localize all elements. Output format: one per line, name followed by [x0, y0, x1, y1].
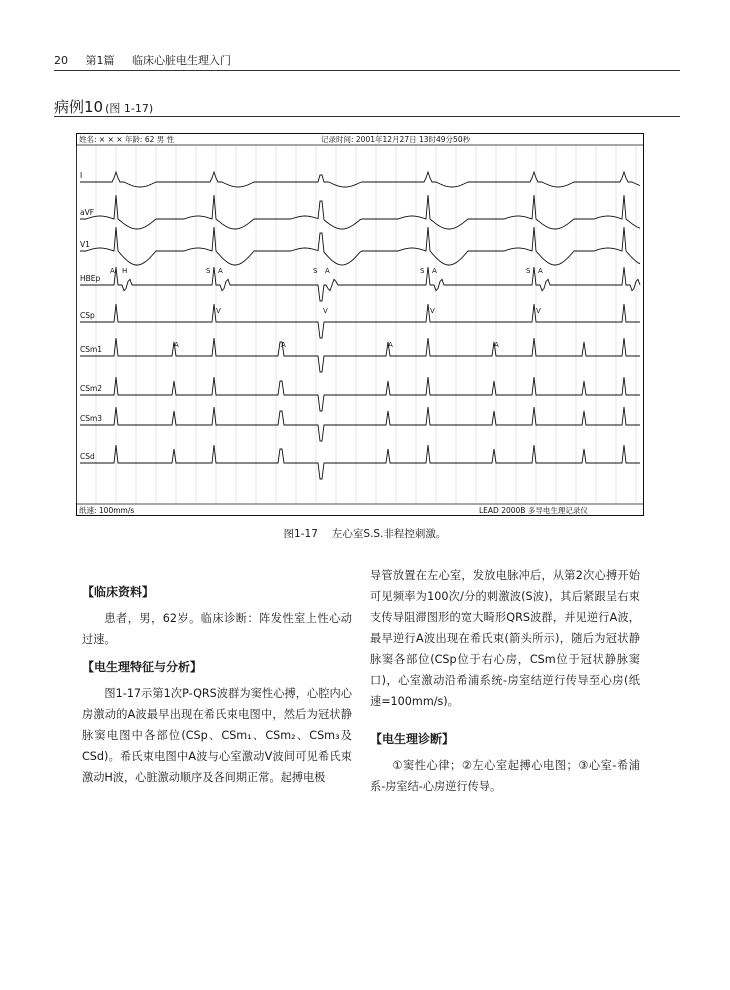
ecg-lead-label: HBEp — [80, 274, 101, 283]
case-figure-ref: (图 1-17) — [105, 102, 154, 115]
header-rule — [54, 70, 680, 71]
ecg-lead-label: CSm2 — [80, 384, 103, 393]
ep-diagnosis-text: ①窦性心律；②左心室起搏心电图；③心室-希浦系-房室结-心房逆行传导。 — [370, 759, 640, 793]
figure-caption — [0, 526, 730, 541]
page-header — [54, 52, 231, 68]
ecg-bottom-right-text: LEAD 2000B 多导电生理记录仪 — [479, 506, 588, 515]
chapter-title: 临床心脏电生理入门 — [132, 54, 231, 67]
chapter-label: 第1篇 — [85, 54, 115, 67]
ecg-marker: A — [281, 341, 286, 349]
ecg-marker: A — [538, 267, 543, 275]
right-column — [370, 565, 640, 797]
ecg-marker: A — [110, 267, 115, 275]
caption-figure-number: 图1-17 — [283, 528, 318, 540]
ecg-marker: V — [323, 307, 328, 315]
left-column — [82, 575, 352, 788]
ecg-marker: A — [388, 341, 393, 349]
section-ep-analysis: 【电生理特征与分析】 — [82, 660, 203, 674]
case-title — [54, 96, 153, 117]
caption-text: 左心室S.S.非程控刺激。 — [331, 528, 447, 540]
section-ep-diagnosis: 【电生理诊断】 — [370, 732, 455, 746]
ep-analysis-continued: 导管放置在左心室，发放电脉冲后，从第2次心搏开始可见频率为100次/分的刺激波(S波)，其后紧跟呈右束支传导阻滞图形的宽大畸形QRS波群，并见逆行A波，最早逆行A波出现在希氏束(箭头所示)，随后为冠状静脉窦各部位(CSp位于右心房，CSm位于冠状静脉窦口)，心室激动沿希浦系统-房室结逆行传导至心房(纸速=100mm/s)。 — [370, 569, 640, 708]
ecg-lead-label: CSm3 — [80, 414, 103, 423]
clinical-data-text: 患者，男，62岁。临床诊断：阵发性室上性心动过速。 — [82, 612, 352, 646]
ecg-marker: S — [313, 267, 318, 275]
ecg-marker: H — [122, 267, 128, 275]
ecg-marker: V — [536, 307, 541, 315]
ecg-lead-label: CSp — [80, 311, 95, 320]
ecg-top-right-text: 记录时间: 2001年12月27日 13时49分50秒 — [321, 135, 471, 144]
case-rule — [54, 116, 680, 117]
ecg-bottom-left-text: 纸速: 100mm/s — [79, 506, 135, 515]
ecg-frame — [77, 134, 644, 516]
ecg-marker: A — [218, 267, 223, 275]
ecg-marker: S — [206, 267, 211, 275]
ecg-tracing — [76, 133, 644, 516]
ecg-marker: A — [494, 341, 499, 349]
ecg-marker: V — [430, 307, 435, 315]
ecg-lead-label: CSd — [80, 452, 95, 461]
ecg-marker: V — [216, 307, 221, 315]
ecg-marker: A — [174, 341, 179, 349]
ecg-top-left-text: 姓名: × × × 年龄: 62 男 性 — [79, 135, 175, 144]
ecg-marker: S — [420, 267, 425, 275]
ecg-marker: S — [526, 267, 531, 275]
ecg-lead-label: CSm1 — [80, 345, 103, 354]
ecg-lead-label: V1 — [80, 240, 90, 249]
ecg-lead-label: I — [80, 171, 83, 180]
page-number: 20 — [54, 54, 68, 67]
ecg-marker: A — [432, 267, 437, 275]
ecg-marker: A — [325, 267, 330, 275]
case-label: 病例10 — [54, 98, 104, 116]
ep-analysis-text: 图1-17示第1次P-QRS波群为窦性心搏，心腔内心房激动的A波最早出现在希氏束电图中，然后为冠状静脉窦电图中各部位(CSp、CSm₁、CSm₂、CSm₃及CSd)。希氏束电图中A波与心室激动V波间可见希氏束激动H波，心脏激动顺序及各间期正常。起搏电极 — [82, 687, 352, 784]
ecg-lead-label: aVF — [80, 208, 95, 217]
section-clinical-data: 【临床资料】 — [82, 585, 155, 599]
